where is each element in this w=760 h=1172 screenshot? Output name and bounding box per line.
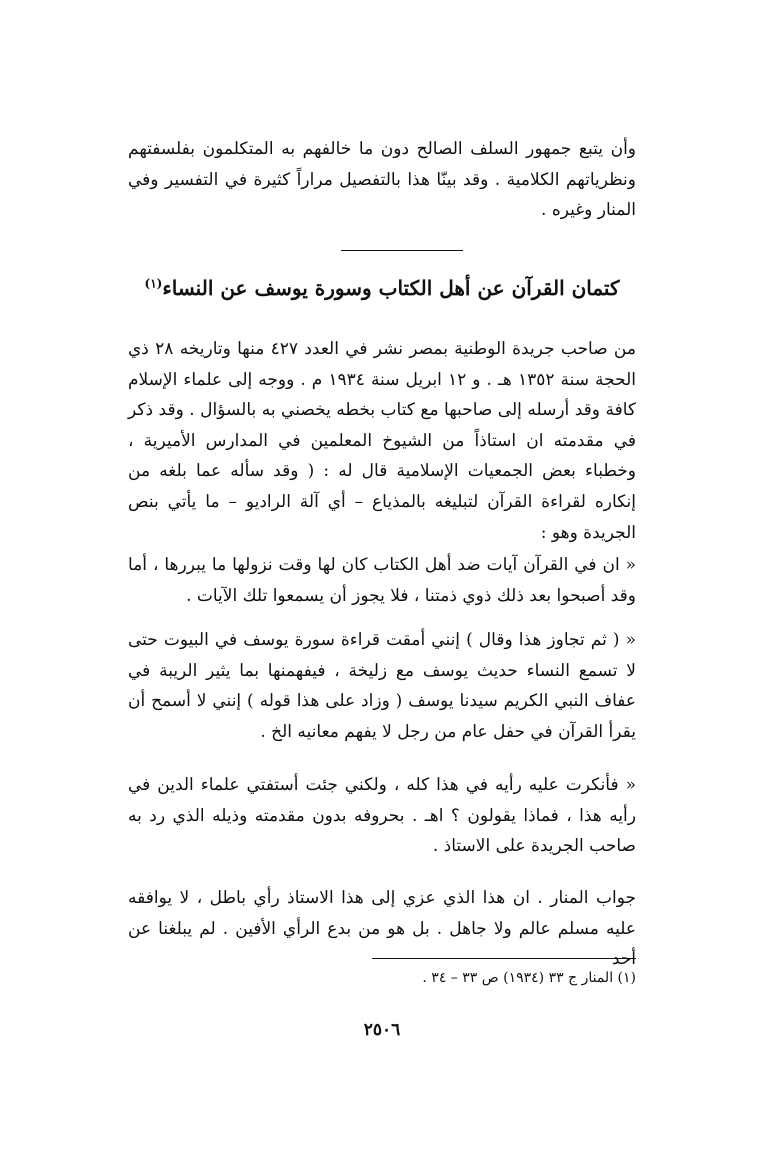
- question-paragraph: من صاحب جريدة الوطنية بمصر نشر في العدد ٤٢٧ منها وتاريخه ٢٨ ذي الحجة سنة ١٣٥٢ هـ . و ١٢ ابريل سنة ١٩٣٤ م . ووجه إلى علماء الإسلام كافة وقد أرسله إلى صاحبها مع كتاب بخطه يخصني به بالسؤال . وقد ذكر في مقدمته ان استاذاً من الشيوخ المعلمين في المدارس الأميرية ، وخطباء بعض الجمعيات الإسلامية قال له : ( وقد سأله عما بلغه من إنكاره لقراءة القرآن لتبليغه بالمذياع – أي آلة الراديو – ما يأتي بنص الجريدة وهو :: [128, 339, 636, 543]
- page-number: ٢٥٠٦: [363, 1020, 401, 1040]
- footnote-divider: [372, 958, 636, 959]
- quoted-paragraph-1: « ان في القرآن آيات ضد أهل الكتاب كان لها وقت نزولها ما يبررها ، أما وقد أصبحوا بعد ذلك ذوي ذمتنا ، فلا يجوز أن يسمعوا تلك الآيات .: [128, 555, 636, 606]
- section-divider: [341, 250, 463, 251]
- intro-paragraph: وأن يتبع جمهور السلف الصالح دون ما خالفهم به المتكلمون بفلسفتهم ونظرياتهم الكلامية . وقد بينّا هذا بالتفصيل مراراً كثيرة في التفسير وفي المنار وغيره .: [128, 139, 636, 221]
- section-heading: [128, 268, 636, 308]
- footnote-reference: (١): [144, 276, 163, 291]
- quoted-paragraph-3: « فأنكرت عليه رأيه في هذا كله ، ولكني جئت أستفتي علماء الدين في رأيه هذا ، فماذا يقولون ؟ اهـ . بحروفه بدون مقدمته وذيله الذي رد به صاحب الجريدة على الاستاذ .: [128, 775, 636, 857]
- footnote: (١) المنار ج ٣٣ (١٩٣٤) ص ٣٣ – ٣٤ .: [422, 970, 636, 986]
- quoted-paragraph-2: « ( ثم تجاوز هذا وقال ) إنني أمقت قراءة سورة يوسف في البيوت حتى لا تسمع النساء حديث يوسف مع زليخة ، فيفهمنها بما يثير الريبة في عفاف النبي الكريم سيدنا يوسف ( وزاد على هذا قوله ) إنني لا أسمح أن يقرأ القرآن في حفل عام من رجل لا يفهم معانيه الخ .: [128, 630, 636, 742]
- answer-paragraph: جواب المنار . ان هذا الذي عزي إلى هذا الاستاذ رأي باطل ، لا يوافقه عليه مسلم عالم ولا جاهل . بل هو من بدع الرأي الأفين . لم يبلغنا عن أحد: [128, 888, 636, 970]
- section-heading-title: كتمان القرآن عن أهل الكتاب وسورة يوسف عن النساء: [162, 276, 620, 300]
